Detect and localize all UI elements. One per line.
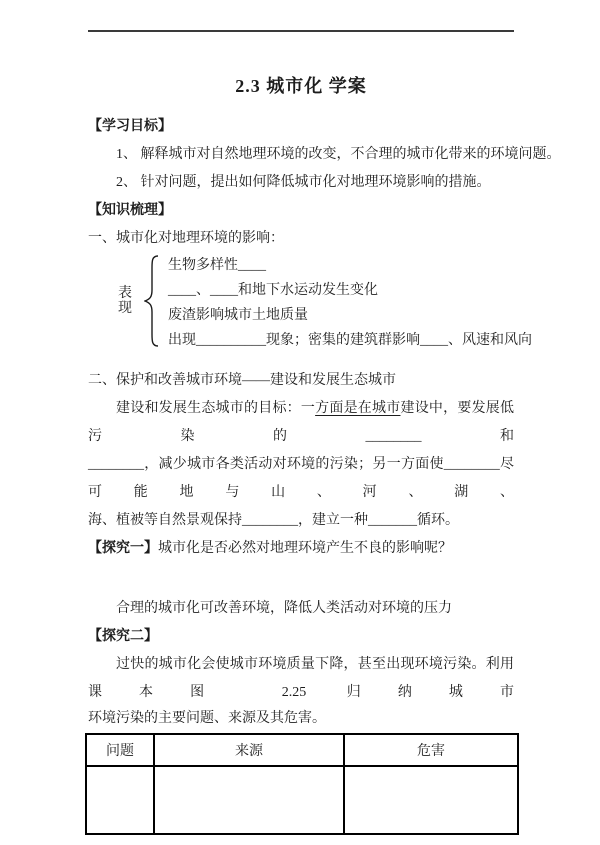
header-rule: [88, 30, 514, 32]
table-header-row: [86, 734, 518, 766]
section-heading-inquiry2: 【探究二】: [88, 629, 158, 644]
para-line1-after: 建设中，要发展低污染的________和: [88, 401, 515, 444]
goal-item-1: 1、 解释城市对自然地理环境的改变，不合理的城市化带来的环境问题。: [116, 147, 561, 162]
diagram-items: [168, 249, 532, 353]
diagram-item-3: 废渣影响城市土地质量: [168, 308, 308, 323]
knowledge-part2-title: 二、保护和改善城市环境——建设和发展生态城市: [88, 373, 396, 388]
pollution-table: [85, 733, 519, 835]
inquiry1-answer: 合理的城市化可改善环境，降低人类活动对环境的压力: [116, 601, 452, 616]
diagram-item-2: ____、____和地下水运动发生变化: [168, 283, 378, 298]
table-header-problem: 问题: [86, 734, 154, 766]
goal-item-2: 2、 针对问题，提出如何降低城市化对地理环境影响的措施。: [116, 175, 491, 190]
table-cell-problem: [86, 766, 154, 834]
section-heading-knowledge: 【知识梳理】: [88, 203, 172, 218]
section-heading-inquiry1: 【探究一】: [88, 541, 158, 556]
knowledge-part1-title: 一、城市化对地理环境的影响：: [88, 231, 284, 246]
table-header-harm: 危害: [344, 734, 518, 766]
inquiry2-paragraph-line1: 过快的城市化会使城市环境质量下降，甚至出现环境污染。利用课本图 2.25 归纳城市: [88, 657, 514, 700]
inquiry1-line: [88, 535, 514, 563]
diagram-item-1: 生物多样性____: [168, 258, 266, 273]
table-header-source: 来源: [154, 734, 344, 766]
eco-city-paragraph-line1: [88, 395, 514, 451]
diagram-item-4: 出现__________现象；密集的建筑群影响____、风速和风向: [168, 333, 532, 348]
inquiry2-paragraph-line2: 环境污染的主要问题、来源及其危害。: [88, 711, 326, 726]
left-brace-icon: [144, 255, 160, 347]
diagram-label-char2: 现: [118, 301, 132, 316]
para-line1-underlined-phrase: 方面是在城市: [315, 401, 401, 416]
table-body-row: [86, 766, 518, 834]
para-line1-before: 建设和发展生态城市的目标：一: [116, 401, 316, 416]
inquiry1-question: 城市化是否必然对地理环境产生不良的影响呢？: [158, 541, 452, 556]
diagram-label: [118, 286, 132, 316]
table-cell-harm: [344, 766, 518, 834]
page-title: 2.3 城市化 学案: [235, 76, 367, 96]
eco-city-paragraph-line2: ________，减少城市各类活动对环境的污染；另一方面使________尽可能地与山、河、湖、: [88, 457, 514, 500]
diagram-label-char1: 表: [118, 286, 132, 301]
table-cell-source: [154, 766, 344, 834]
eco-city-paragraph-line3: 海、植被等自然景观保持________，建立一种_______循环。: [88, 513, 459, 528]
brace-diagram: [118, 253, 532, 349]
section-heading-learning-goals: 【学习目标】: [88, 119, 172, 134]
